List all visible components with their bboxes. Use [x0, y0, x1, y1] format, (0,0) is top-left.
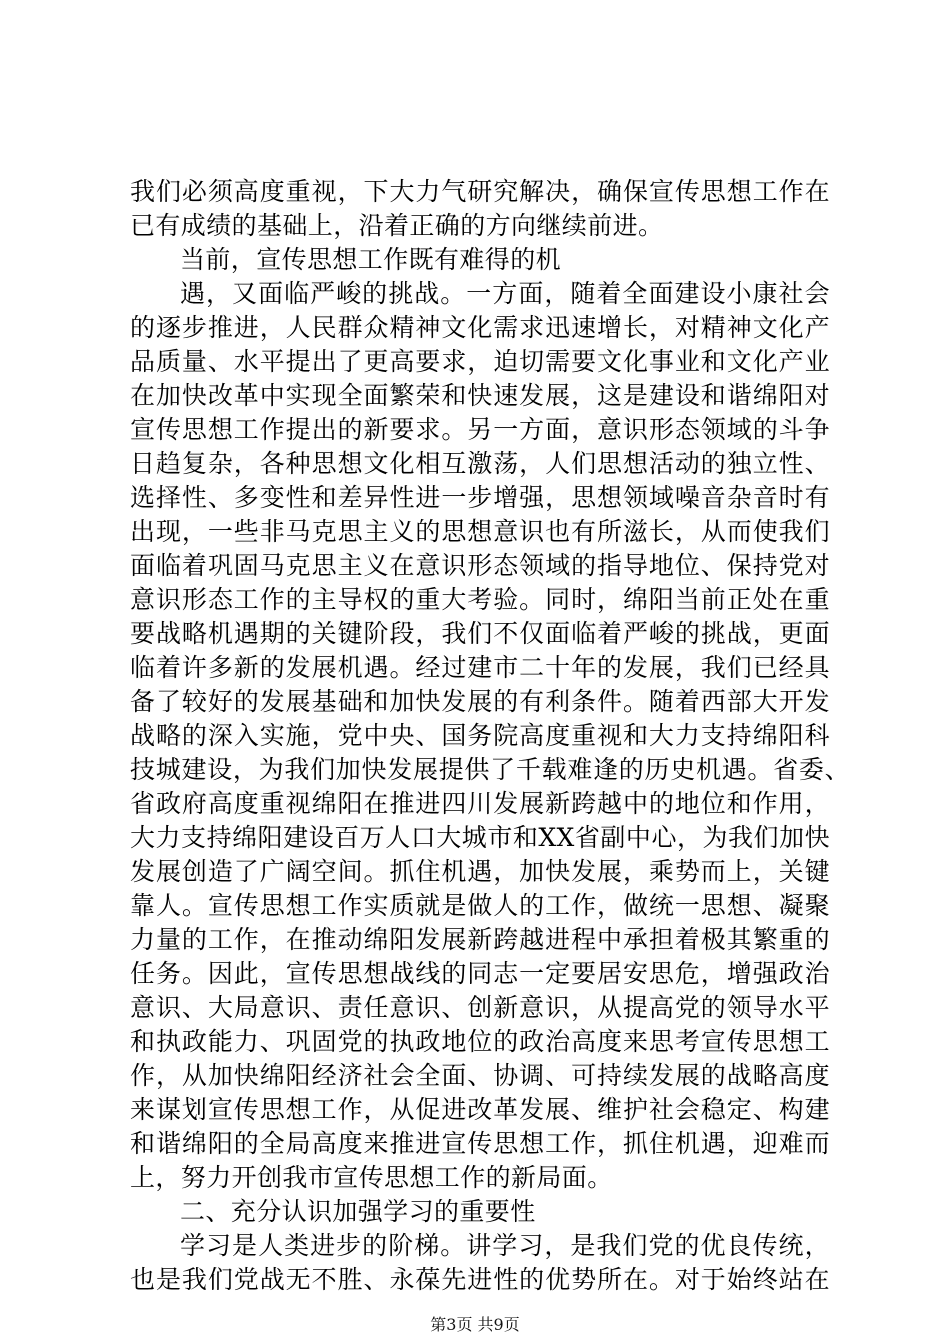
- text-line: 品质量、水平提出了更高要求，迫切需要文化事业和文化产业: [130, 347, 830, 376]
- text-line: 临着许多新的发展机遇。经过建市二十年的发展，我们已经具: [130, 653, 830, 682]
- text-line: 当前，宣传思想工作既有难得的机: [180, 245, 562, 274]
- text-line: 的逐步推进，人民群众精神文化需求迅速增长，对精神文化产: [130, 313, 830, 342]
- page-number: 第3页 共9页: [430, 1315, 520, 1334]
- text-line: 面临着巩固马克思主义在意识形态领域的指导地位、保持党对: [130, 551, 830, 580]
- text-line: 宣传思想工作提出的新要求。另一方面，意识形态领域的斗争: [130, 415, 830, 444]
- text-line: 和执政能力、巩固党的执政地位的政治高度来思考宣传思想工: [130, 1027, 830, 1056]
- text-line: 靠人。宣传思想工作实质就是做人的工作，做统一思想、凝聚: [130, 891, 830, 920]
- text-line: 选择性、多变性和差异性进一步增强，思想领域噪音杂音时有: [130, 483, 830, 512]
- section-heading: 二、充分认识加强学习的重要性: [180, 1197, 536, 1226]
- text-line: 我们必须高度重视，下大力气研究解决，确保宣传思想工作在: [130, 177, 830, 206]
- text-line: 发展创造了广阔空间。抓住机遇，加快发展，乘势而上，关键: [130, 857, 830, 886]
- text-line: 力量的工作，在推动绵阳发展新跨越进程中承担着极其繁重的: [130, 925, 830, 954]
- text-line: 要战略机遇期的关键阶段，我们不仅面临着严峻的挑战，更面: [130, 619, 830, 648]
- text-line: 遇，又面临严峻的挑战。一方面，随着全面建设小康社会: [180, 279, 830, 308]
- text-line: 也是我们党战无不胜、永葆先进性的优势所在。对于始终站在: [130, 1265, 830, 1294]
- text-line: 意识、大局意识、责任意识、创新意识，从提高党的领导水平: [130, 993, 830, 1022]
- text-line: 省政府高度重视绵阳在推进四川发展新跨越中的地位和作用，: [130, 789, 830, 818]
- text-line: 意识形态工作的主导权的重大考验。同时，绵阳当前正处在重: [130, 585, 830, 614]
- text-line: 学习是人类进步的阶梯。讲学习，是我们党的优良传统，: [180, 1231, 830, 1260]
- text-line: 和谐绵阳的全局高度来推进宣传思想工作，抓住机遇，迎难而: [130, 1129, 830, 1158]
- text-line: 备了较好的发展基础和加快发展的有利条件。随着西部大开发: [130, 687, 830, 716]
- text-line: 作，从加快绵阳经济社会全面、协调、可持续发展的战略高度: [130, 1061, 830, 1090]
- text-line: 任务。因此，宣传思想战线的同志一定要居安思危，增强政治: [130, 959, 830, 988]
- text-line: 上，努力开创我市宣传思想工作的新局面。: [130, 1163, 613, 1192]
- text-line: 日趋复杂，各种思想文化相互激荡，人们思想活动的独立性、: [130, 449, 830, 478]
- text-line: 技城建设，为我们加快发展提供了千载难逢的历史机遇。省委、: [130, 755, 850, 784]
- text-line: 出现，一些非马克思主义的思想意识也有所滋长，从而使我们: [130, 517, 830, 546]
- text-line: 大力支持绵阳建设百万人口大城市和XX省副中心，为我们加快: [130, 823, 830, 852]
- text-line: 已有成绩的基础上，沿着正确的方向继续前进。: [130, 211, 664, 240]
- text-line: 在加快改革中实现全面繁荣和快速发展，这是建设和谐绵阳对: [130, 381, 830, 410]
- text-line: 来谋划宣传思想工作，从促进改革发展、维护社会稳定、构建: [130, 1095, 830, 1124]
- text-line: 战略的深入实施，党中央、国务院高度重视和大力支持绵阳科: [130, 721, 830, 750]
